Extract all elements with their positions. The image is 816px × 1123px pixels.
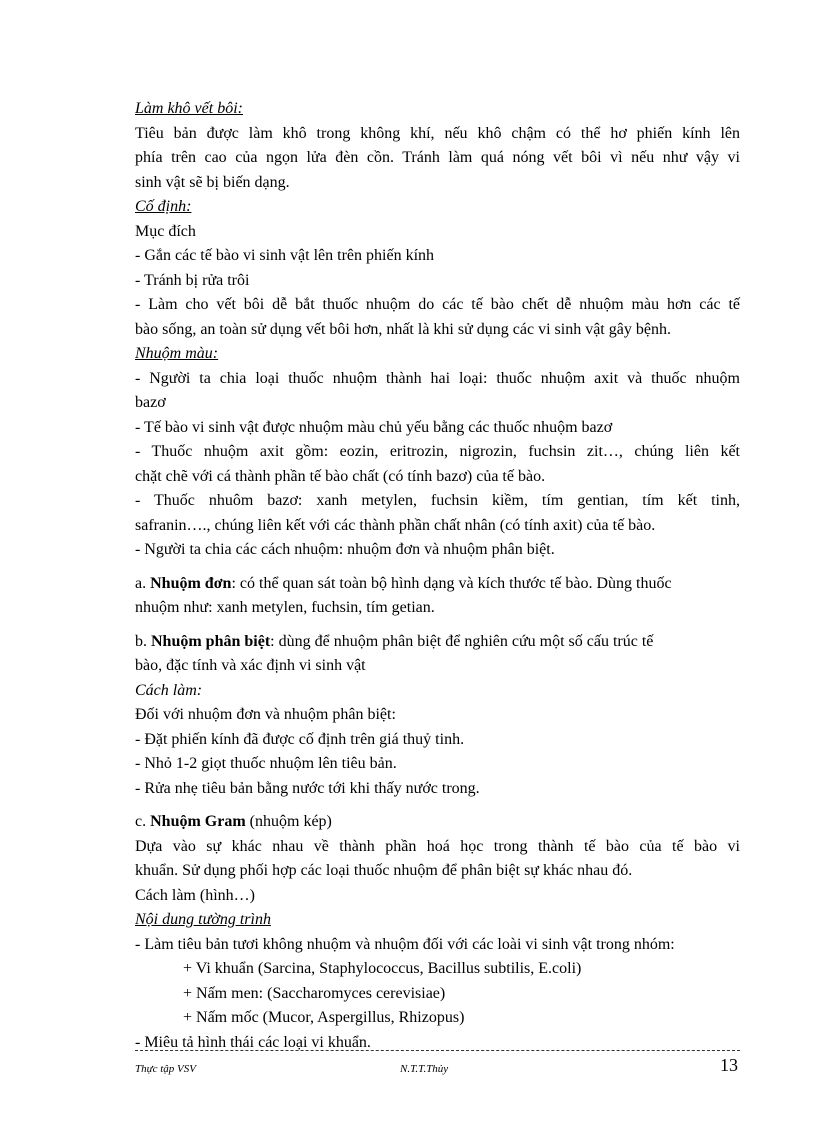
label-b: b. — [135, 632, 151, 650]
text-line: - Tế bào vi sinh vật được nhuộm màu chủ yếu bằng các thuốc nhuộm bazơ — [135, 418, 613, 436]
text-line: nhuộm như: xanh metylen, fuchsin, tím getian. — [135, 599, 435, 616]
term-nhuom-phan-biet: Nhuộm phân biệt — [151, 632, 271, 650]
text-line: - Người ta chia loại thuốc nhuộm thành hai loại: thuốc nhuộm axit và thuốc nhuộm — [135, 369, 740, 387]
list-item: + Vi khuẩn (Sarcina, Staphylococcus, Bacillus subtilis, E.coli) — [183, 960, 582, 977]
paragraph-b — [135, 630, 740, 655]
text-line: - Đặt phiến kính đã được cố định trên giá thuỷ tinh. — [135, 730, 465, 748]
text-line: safranin…., chúng liên kết với các thành phần chất nhân (có tính axit) của tế bào. — [135, 516, 656, 534]
document-body — [135, 97, 740, 1055]
text-line: Đối với nhuộm đơn và nhuộm phân biệt: — [135, 706, 396, 723]
heading-cach-lam: Cách làm: — [135, 681, 203, 699]
text-line: sinh vật sẽ bị biến dạng. — [135, 173, 290, 191]
label-a: a. — [135, 574, 151, 592]
text-line: Cách làm (hình…) — [135, 886, 255, 904]
text-span: : dùng để nhuộm phân biệt để nghiên cứu một số cấu trúc tế — [270, 632, 654, 650]
heading-co-dinh: Cố định: — [135, 198, 192, 215]
text-line: Dựa vào sự khác nhau về thành phần hoá học trong thành tế bào của tế bào vi — [135, 837, 740, 855]
list-item: + Nấm men: (Saccharomyces cerevisiae) — [183, 984, 446, 1002]
label-c: c. — [135, 813, 151, 830]
text-line: Tiêu bản được làm khô trong không khí, nếu khô chậm có thể hơ phiến kính lên — [135, 124, 740, 142]
list-item: + Nấm mốc (Mucor, Aspergillus, Rhizopus) — [183, 1009, 465, 1026]
text-line: - Thuốc nhuộm axit gồm: eozin, eritrozin, nigrozin, fuchsin zit…, chúng liên kết — [135, 443, 740, 460]
page-footer — [135, 1055, 740, 1077]
term-nhuom-don: Nhuộm đơn — [150, 574, 232, 592]
text-line: - Người ta chia các cách nhuộm: nhuộm đơn và nhuộm phân biệt. — [135, 541, 555, 558]
heading-lam-kho: Làm khô vết bôi: — [135, 100, 243, 117]
footer-course: Thực tập VSV — [135, 1063, 196, 1075]
text-line: phía trên cao của ngọn lửa đèn cồn. Tránh làm quá nóng vết bôi vì nếu như vậy vi — [135, 149, 740, 166]
text-line: chặt chẽ với cá thành phần tế bào chất (có tính bazơ) của tế bào. — [135, 467, 546, 485]
text-line: - Thuốc nhuôm bazơ: xanh metylen, fuchsin kiềm, tím gentian, tím kết tinh, — [135, 492, 740, 509]
heading-nhuom-mau: Nhuộm màu: — [135, 345, 219, 362]
text-line: - Làm cho vết bôi dễ bắt thuốc nhuộm do các tế bào chết dễ nhuộm màu hơn các tế — [135, 296, 740, 313]
text-line: - Gắn các tế bào vi sinh vật lên trên phiến kính — [135, 247, 435, 264]
text-line: - Tránh bị rửa trôi — [135, 271, 250, 289]
heading-noi-dung-tuong-trinh: Nội dung tường trình — [135, 911, 271, 928]
text-line: - Nhỏ 1-2 giọt thuốc nhuộm lên tiêu bản. — [135, 755, 397, 772]
text-line: bào sống, an toàn sử dụng vết bôi hơn, nhất là khi sử dụng các vi sinh vật gây bệnh. — [135, 320, 671, 338]
footer-author: N.T.T.Thủy — [400, 1063, 449, 1075]
paragraph-c — [135, 810, 740, 835]
text-line: bazơ — [135, 394, 166, 411]
text-line: khuẩn. Sử dụng phối hợp các loại thuốc nhuộm để phân biệt sự khác nhau đó. — [135, 862, 633, 879]
text-line: Mục đích — [135, 222, 196, 240]
footer-divider — [135, 1050, 740, 1051]
text-line: - Miêu tả hình thái các loại vi khuẩn. — [135, 1033, 371, 1051]
term-nhuom-gram: Nhuộm Gram — [150, 813, 246, 830]
text-line: - Làm tiêu bản tươi không nhuộm và nhuộm đối với các loài vi sinh vật trong nhóm: — [135, 935, 675, 953]
text-span: : có thể quan sát toàn bộ hình dạng và kích thước tế bào. Dùng thuốc — [231, 574, 672, 592]
page-number: 13 — [720, 1055, 738, 1075]
text-span: (nhuộm kép) — [245, 813, 332, 830]
text-line: - Rửa nhẹ tiêu bản bằng nước tới khi thấy nước trong. — [135, 779, 480, 797]
text-line: bào, đặc tính và xác định vi sinh vật — [135, 657, 366, 674]
paragraph-a — [135, 572, 740, 597]
